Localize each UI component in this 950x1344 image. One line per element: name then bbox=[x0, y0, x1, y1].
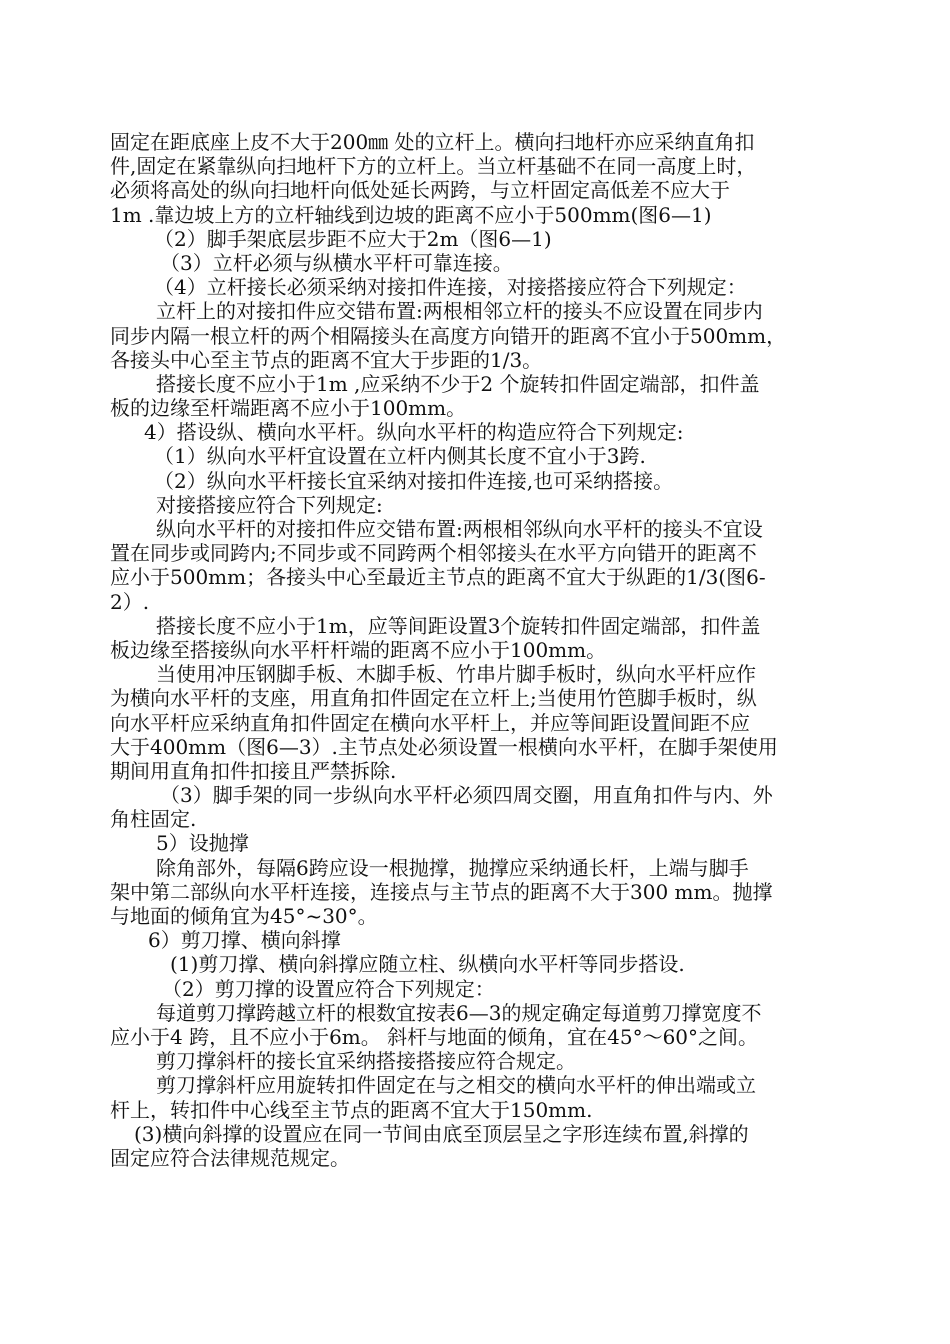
text-line: 必须将高处的纵向扫地杆向低处延长两跨，与立杆固定高低差不应大于 bbox=[110, 178, 730, 203]
text-line: 应小于4 跨，且不应小于6m。 斜杆与地面的倾角，宜在45°～60°之间。 bbox=[110, 1024, 759, 1049]
text-line: 各接头中心至主节点的距离不宜大于步距的1/3。 bbox=[110, 347, 543, 372]
text-line: 搭接长度不应小于1m ,应采纳不少于2 个旋转扣件固定端部，扣件盖 bbox=[156, 371, 760, 396]
text-line: （2）纵向水平杆接长宜采纳对接扣件连接,也可采纳搭接。 bbox=[154, 468, 674, 493]
text-line: 同步内隔一根立杆的两个相隔接头在高度方向错开的距离不宜小于500mm， bbox=[110, 323, 787, 348]
text-line: （1）纵向水平杆宜设置在立杆内侧其长度不宜小于3跨. bbox=[154, 444, 646, 469]
text-line: 立杆上的对接扣件应交错布置:两根相邻立杆的接头不应设置在同步内 bbox=[156, 299, 763, 324]
text-line: (3)横向斜撑的设置应在同一节间由底至顶层呈之字形连续布置,斜撑的 bbox=[134, 1121, 749, 1146]
text-line: 向水平杆应采纳直角扣件固定在横向水平杆上，并应等间距设置间距不应 bbox=[110, 710, 750, 735]
text-line: 5）设抛撑 bbox=[156, 831, 249, 856]
text-line: 角柱固定. bbox=[110, 807, 197, 832]
text-line: 剪刀撑斜杆应用旋转扣件固定在与之相交的横向水平杆的伸出端或立 bbox=[156, 1073, 756, 1098]
text-line: 板的边缘至杆端距离不应小于100mm。 bbox=[110, 396, 467, 421]
text-line: 应小于500mm；各接头中心至最近主节点的距离不宜大于纵距的1/3(图6- bbox=[110, 565, 766, 590]
text-line: 固定在距底座上皮不大于200㎜ 处的立杆上。横向扫地杆亦应采纳直角扣 bbox=[110, 130, 755, 154]
text-line: 架中第二部纵向水平杆连接，连接点与主节点的距离不大于300 mm。抛撑 bbox=[110, 879, 773, 904]
text-line: 对接搭接应符合下列规定: bbox=[156, 492, 383, 517]
text-line: 除角部外，每隔6跨应设一根抛撑，抛撑应采纳通长杆，上端与脚手 bbox=[156, 855, 749, 880]
text-line: （2）脚手架底层步距不应大于2m（图6—1) bbox=[154, 226, 552, 251]
text-line: 当使用冲压钢脚手板、木脚手板、竹串片脚手板时，纵向水平杆应作 bbox=[156, 662, 756, 687]
text-line: 期间用直角扣件扣接且严禁拆除. bbox=[110, 758, 397, 783]
text-line: 板边缘至搭接纵向水平杆杆端的距离不应小于100mm。 bbox=[110, 637, 607, 662]
document-body bbox=[110, 130, 840, 1170]
text-line: 杆上，转扣件中心线至主节点的距离不宜大于150mm. bbox=[110, 1097, 593, 1122]
text-line: 固定应符合法律规范规定。 bbox=[110, 1145, 350, 1170]
text-line: 置在同步或同跨内;不同步或不同跨两个相邻接头在水平方向错开的距离不 bbox=[110, 541, 757, 566]
text-line: 搭接长度不应小于1m，应等间距设置3个旋转扣件固定端部，扣件盖 bbox=[156, 613, 761, 638]
text-line: （4）立杆接长必须采纳对接扣件连接，对接搭接应符合下列规定： bbox=[154, 275, 747, 300]
text-line: 2）. bbox=[110, 589, 150, 614]
text-line: 1m .靠边坡上方的立杆轴线到边坡的距离不应小于500mm(图6—1) bbox=[110, 202, 712, 227]
text-line: 件,固定在紧靠纵向扫地杆下方的立杆上。当立杆基础不在同一高度上时， bbox=[110, 154, 757, 179]
text-line: 大于400mm（图6—3）.主节点处必须设置一根横向水平杆，在脚手架使用 bbox=[110, 734, 778, 759]
text-line: （2）剪刀撑的设置应符合下列规定： bbox=[162, 976, 495, 1001]
text-line: (1)剪刀撑、横向斜撑应随立柱、纵横向水平杆等同步搭设. bbox=[170, 952, 685, 977]
text-line: （3）立杆必须与纵横水平杆可靠连接。 bbox=[160, 250, 513, 275]
text-line: 剪刀撑斜杆的接长宜采纳搭接搭接应符合规定。 bbox=[156, 1049, 576, 1074]
text-line: 与地面的倾角宜为45°~30°。 bbox=[110, 904, 378, 928]
text-line: 每道剪刀撑跨越立杆的根数宜按表6—3的规定确定每道剪刀撑宽度不 bbox=[156, 1000, 762, 1025]
text-line: 6）剪刀撑、横向斜撑 bbox=[148, 928, 341, 953]
text-line: （3）脚手架的同一步纵向水平杆必须四周交圈，用直角扣件与内、外 bbox=[160, 783, 773, 808]
text-line: 为横向水平杆的支座，用直角扣件固定在立杆上;当使用竹笆脚手板时，纵 bbox=[110, 686, 757, 711]
text-line: 4）搭设纵、横向水平杆。纵向水平杆的构造应符合下列规定: bbox=[144, 420, 684, 445]
text-line: 纵向水平杆的对接扣件应交错布置:两根相邻纵向水平杆的接头不宜设 bbox=[156, 517, 763, 541]
